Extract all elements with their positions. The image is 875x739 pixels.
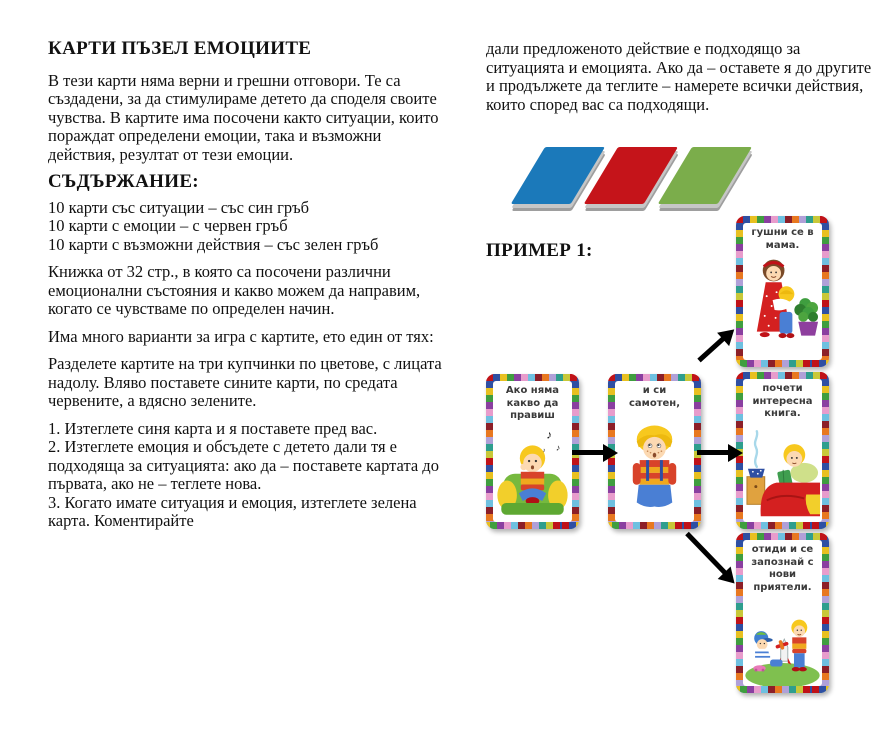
card-border-mosaic — [736, 360, 829, 367]
step-item: 2. Изтеглете емоция и обсъдете с детето дали тя е подходяща за ситуацията: ако да – поставете картата до първата, ако не – теглете нова. — [48, 437, 439, 493]
card-face — [743, 379, 822, 522]
card-border-mosaic — [608, 522, 701, 529]
step-item: 3. Когато имате ситуация и емоция, изтеглете зелена карта. Коментирайте — [48, 492, 417, 530]
svg-text:♪: ♪ — [542, 446, 546, 454]
continuation-paragraph: дали предложеното действие е подходящо за ситуацията и емоцията. Ако да – оставете я до другите и продължете да теглите – намерете всички действия, които според вас са подходящи. — [486, 39, 872, 114]
right-column — [486, 40, 875, 123]
card-action-read — [736, 372, 829, 529]
card-border-mosaic — [736, 522, 829, 529]
contents-item: 10 карти с емоции – с червен гръб — [48, 216, 288, 235]
contents-item: 10 карти с възможни действия – със зелен гръб — [48, 234, 379, 254]
card-border-mosaic — [608, 374, 701, 381]
mom-hugging-child-illustration — [743, 252, 822, 360]
svg-text:♪: ♪ — [546, 428, 553, 442]
card-border-mosaic — [736, 216, 829, 223]
card-border-mosaic — [486, 374, 579, 381]
card-emotion-lonely — [608, 374, 701, 529]
left-column — [48, 40, 448, 531]
arrow-right-icon — [697, 450, 729, 455]
arrow-right-icon — [572, 450, 604, 455]
card-border-mosaic — [736, 533, 829, 540]
page-title: КАРТИ ПЪЗЕЛ ЕМОЦИИТЕ — [48, 38, 312, 59]
card-caption: и си самотен, — [628, 385, 680, 409]
sad-boy-illustration — [615, 410, 694, 522]
children-playing-illustration — [743, 594, 822, 686]
contents-heading: СЪДЪРЖАНИЕ: — [48, 171, 199, 192]
card-caption: Ако няма какво да правиш — [505, 385, 560, 421]
contents-item: 10 карти със ситуации – със син гръб — [48, 197, 310, 217]
card-border-mosaic — [736, 686, 829, 693]
card-face — [615, 381, 694, 522]
card-action-hug-mom — [736, 216, 829, 367]
svg-text:♪: ♪ — [555, 441, 561, 452]
card-caption: гушни се в мама. — [751, 227, 814, 251]
booklet-paragraph: Книжка от 32 стр., в която са посочени различни емоционални състояния и какво можем да направим, когато се чувстваме по определен начин. — [48, 262, 421, 318]
intro-paragraph: В тези карти няма верни и грешни отговори. Те са създадени, за да стимулираме детето да споделя своите чувства. В картите има посочени както ситуации, които пораждат определени емоции, така и възможни действия, резултат от тези емоции. — [48, 70, 439, 164]
card-face — [743, 540, 822, 686]
card-situation-bored — [486, 374, 579, 529]
arrow-up-right-icon — [697, 337, 725, 363]
boy-on-armchair-illustration — [493, 423, 572, 523]
card-border-mosaic — [486, 522, 579, 529]
example-heading: ПРИМЕР 1: — [486, 240, 593, 261]
card-caption: отиди и се запознай с нови приятели. — [751, 544, 814, 593]
card-border-mosaic — [736, 372, 829, 379]
contents-list — [48, 199, 448, 255]
step-item: 1. Изтеглете синя карта и я поставете пред вас. — [48, 418, 378, 438]
steps-list — [48, 420, 448, 531]
variants-paragraph: Има много варианти за игра с картите, ето един от тях: — [48, 326, 434, 346]
setup-paragraph: Разделете картите на три купчинки по цветове, с лицата надолу. Вляво поставете сините карти, по средата червените, а вдясно зелените. — [48, 354, 442, 410]
boy-reading-illustration — [743, 421, 822, 523]
card-face — [743, 223, 822, 360]
arrow-down-right-icon — [685, 532, 727, 575]
card-face — [493, 381, 572, 522]
card-action-friends — [736, 533, 829, 693]
card-caption: почети интересна книга. — [752, 383, 813, 419]
